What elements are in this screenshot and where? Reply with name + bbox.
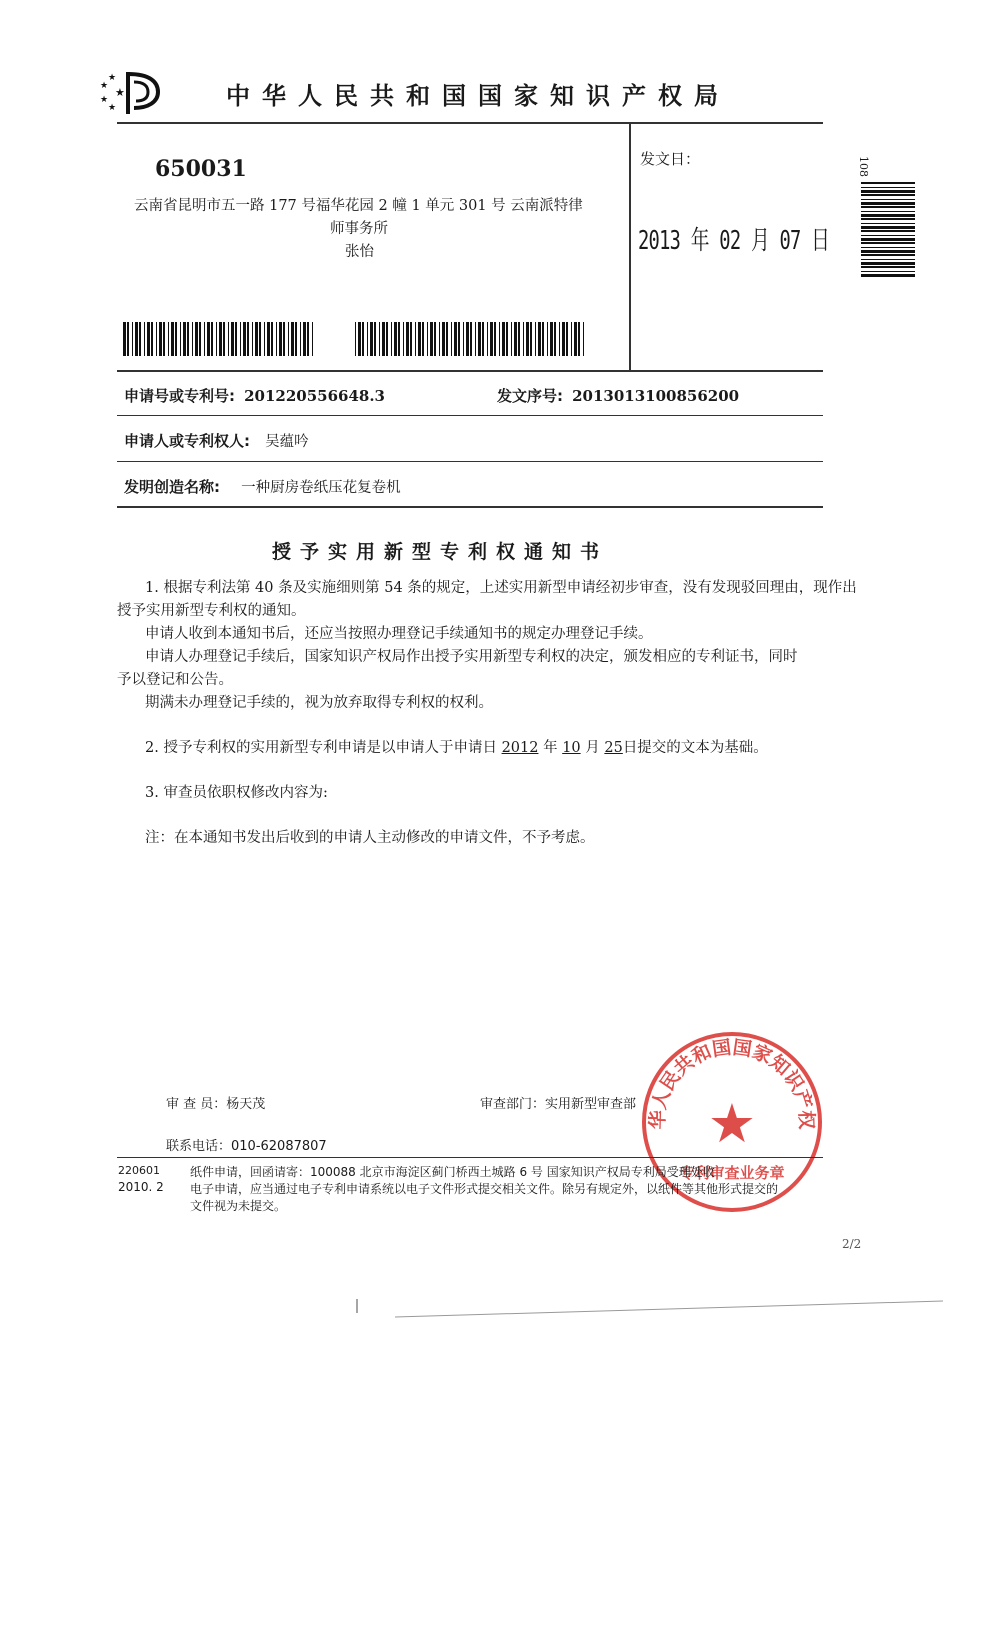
page-mark: 2/2: [842, 1237, 862, 1251]
notice-note: 注：在本通知书发出后收到的申请人主动修改的申请文件，不予考虑。: [145, 830, 595, 846]
form-code: 220601: [118, 1164, 160, 1177]
doc-serial-label: 发文序号:: [497, 387, 563, 405]
notice-para-4: 期满未办理登记手续的，视为放弃取得专利权的权利。: [145, 695, 493, 711]
issue-date-label: 发文日：: [640, 150, 701, 168]
address-date-divider: [629, 122, 631, 370]
seal-ring-text: 华人民共和国国家知识产权: [646, 1036, 818, 1130]
footer-line-3: 文件视为未提交。: [190, 1199, 287, 1213]
fields-divider-1: [117, 415, 823, 416]
address-line-1: 云南省昆明市五一路 177 号福华花园 2 幢 1 单元 301 号 云南派特律: [134, 198, 583, 214]
applicant-value: 吴蕴吟: [265, 434, 309, 450]
notice-item-2: [145, 737, 768, 759]
address-barcode-left: [123, 322, 313, 356]
form-year: 2010. 2: [118, 1180, 164, 1194]
fields-divider-2: [117, 461, 823, 462]
header-divider: [117, 122, 823, 124]
header-title: 中华人民共和国国家知识产权局: [226, 82, 730, 110]
item-2-prefix: 2. 授予专利权的实用新型专利申请是以申请人于申请日: [145, 740, 497, 756]
address-line-2: 师事务所: [330, 221, 388, 237]
notice-para-3-line-2: 予以登记和公告。: [117, 672, 233, 688]
footer-line-1: 纸件申请，回函请寄：100088 北京市海淀区蓟门桥西土城路 6 号 国家知识产权局专利局受理处收: [190, 1165, 715, 1179]
cnipa-logo-icon: [98, 68, 168, 118]
notice-para-1-line-1: 1. 根据专利法第 40 条及实施细则第 54 条的规定，上述实用新型申请经初步审查，没有发现驳回理由，现作出: [145, 580, 857, 596]
item-2-year: 2012: [501, 740, 539, 756]
notice-para-2: 申请人收到本通知书后，还应当按照办理登记手续通知书的规定办理登记手续。: [145, 626, 653, 642]
footer-divider: [117, 1157, 823, 1158]
issue-date-value: 2013 年 02 月 07 日: [638, 226, 830, 256]
item-2-year-unit: 年: [543, 740, 558, 756]
application-no-value: 201220556648.3: [244, 387, 385, 405]
notice-item-3: 3. 审查员依职权修改内容为:: [145, 785, 328, 801]
paper-edge: [355, 1295, 945, 1325]
side-code: 108: [857, 156, 870, 177]
notice-para-3-line-1: 申请人办理登记手续后，国家知识产权局作出授予实用新型专利权的决定，颁发相应的专利证书，同时: [145, 649, 798, 665]
side-barcode: [861, 182, 915, 278]
invention-label: 发明创造名称:: [124, 478, 220, 496]
postal-code: 650031: [155, 156, 247, 182]
notice-para-1-line-2: 授予实用新型专利权的通知。: [117, 603, 306, 619]
fields-bottom-divider: [117, 506, 823, 508]
svg-text:★: ★: [108, 103, 117, 113]
item-2-day: 25: [604, 740, 623, 756]
notice-title: 授予实用新型专利权通知书: [272, 541, 609, 563]
contact-phone: 联系电话：010-62087807: [166, 1139, 327, 1154]
address-barcode-right: [355, 322, 585, 356]
application-no-label: 申请号或专利号:: [124, 387, 235, 405]
examination-department: 审查部门：实用新型审查部: [480, 1097, 637, 1112]
doc-serial-value: 2013013100856200: [572, 387, 740, 405]
seal-star-icon: ★: [707, 1092, 757, 1155]
footer-line-2: 电子申请，应当通过电子专利申请系统以电子文件形式提交相关文件。除另有规定外，以纸件等其他形式提交的: [190, 1182, 779, 1196]
recipient-name: 张怡: [345, 244, 374, 260]
fields-top-divider: [117, 370, 823, 372]
svg-text:★: ★: [115, 86, 125, 99]
examiner: 审 查 员：杨天茂: [166, 1097, 266, 1112]
svg-text:★: ★: [108, 73, 117, 83]
svg-text:★: ★: [100, 81, 109, 91]
svg-text:★: ★: [100, 95, 109, 105]
invention-value: 一种厨房卷纸压花复卷机: [241, 480, 401, 496]
item-2-month: 10: [562, 740, 581, 756]
seal-bottom-text: 专利审查业务章: [679, 1164, 785, 1182]
item-2-month-unit: 月: [585, 740, 600, 756]
applicant-label: 申请人或专利权人:: [124, 432, 250, 450]
item-2-suffix: 日提交的文本为基础。: [622, 740, 768, 756]
